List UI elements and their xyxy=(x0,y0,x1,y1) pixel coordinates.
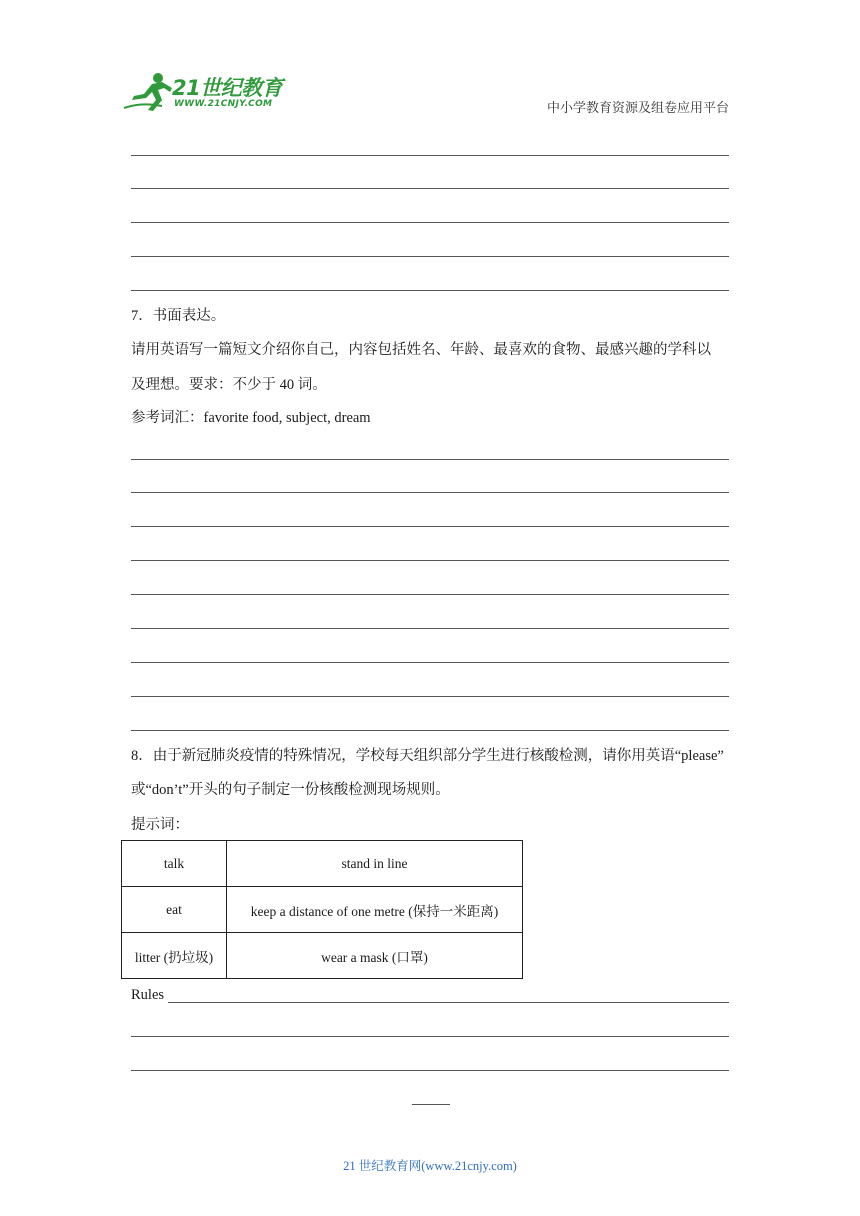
q7-title: 7．书面表达。 xyxy=(131,308,226,324)
q8-line2: 或“don’t”开头的句子制定一份核酸检测现场规则。 xyxy=(131,782,450,798)
table-cell: litter (扔垃圾) xyxy=(122,933,227,979)
table-row xyxy=(122,933,523,979)
table-row xyxy=(122,887,523,933)
table-cell: stand in line xyxy=(227,841,523,887)
answer-line xyxy=(131,1036,729,1037)
answer-line xyxy=(131,526,729,527)
logo-title: 21世纪教育 xyxy=(172,76,283,100)
answer-line xyxy=(131,560,729,561)
answer-line xyxy=(131,290,729,291)
q7-prompt-line2: 及理想。要求：不少于 40 词。 xyxy=(131,377,327,393)
answer-line xyxy=(131,492,729,493)
rules-label: Rules xyxy=(131,987,165,1003)
table-row xyxy=(122,841,523,887)
site-logo xyxy=(122,70,292,114)
answer-line xyxy=(131,459,729,460)
answer-line xyxy=(131,188,729,189)
q8-line1: 8．由于新冠肺炎疫情的特殊情况，学校每天组织部分学生进行核酸检测，请你用英语“please” xyxy=(131,748,724,764)
q7-prompt-line1: 请用英语写一篇短文介绍你自己，内容包括姓名、年龄、最喜欢的食物、最感兴趣的学科以 xyxy=(131,342,711,358)
answer-line xyxy=(168,1002,729,1003)
answer-line xyxy=(131,662,729,663)
platform-label: 中小学教育资源及组卷应用平台 xyxy=(546,100,729,115)
answer-line xyxy=(131,594,729,595)
hint-table xyxy=(121,840,523,979)
table-cell: wear a mask (口罩) xyxy=(227,933,523,979)
answer-line xyxy=(412,1104,450,1105)
table-cell: talk xyxy=(122,841,227,887)
answer-line xyxy=(131,222,729,223)
q7-vocab: 参考词汇：favorite food, subject, dream xyxy=(131,410,371,426)
footer-source: 21 世纪教育网(www.21cnjy.com) xyxy=(343,1159,517,1173)
answer-line xyxy=(131,256,729,257)
answer-line xyxy=(131,155,729,156)
q8-hint-label: 提示词： xyxy=(131,817,189,833)
answer-line xyxy=(131,730,729,731)
answer-line xyxy=(131,696,729,697)
runner-logo-icon xyxy=(122,70,174,114)
answer-line xyxy=(131,628,729,629)
answer-line xyxy=(131,1070,729,1071)
logo-url: WWW.21CNJY.COM xyxy=(174,99,273,109)
table-cell: eat xyxy=(122,887,227,933)
table-cell: keep a distance of one metre (保持一米距离) xyxy=(227,887,523,933)
